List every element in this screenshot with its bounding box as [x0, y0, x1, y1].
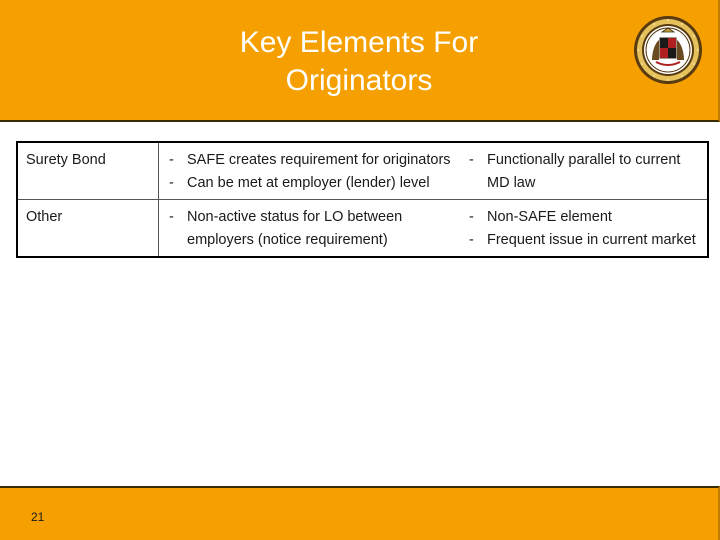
list-item: - SAFE creates requirement for originators	[167, 149, 451, 172]
page-number: 21	[31, 510, 45, 524]
table-row	[17, 142, 708, 200]
safe-points-list	[167, 149, 451, 195]
slide-title-line-2: Originators	[285, 64, 433, 97]
slide-title	[0, 24, 718, 100]
list-item: - Frequent issue in current market	[467, 229, 699, 252]
safe-points-cell	[159, 142, 460, 200]
notes-list	[467, 206, 699, 252]
slide-header	[0, 0, 720, 122]
table-row	[17, 200, 708, 258]
notes-cell	[459, 142, 708, 200]
row-label: Other	[17, 200, 159, 258]
state-seal-icon	[632, 14, 704, 86]
safe-points-list	[167, 206, 451, 252]
list-item: - Functionally parallel to current MD law	[467, 149, 699, 195]
slide-title-line-1: Key Elements For	[239, 26, 479, 59]
key-elements-table	[16, 141, 709, 258]
row-label: Surety Bond	[17, 142, 159, 200]
safe-points-cell	[159, 200, 460, 258]
notes-cell	[459, 200, 708, 258]
notes-list	[467, 149, 699, 195]
slide-footer	[0, 486, 720, 540]
list-item: - Non-SAFE element	[467, 206, 699, 229]
list-item: - Non-active status for LO between employers (notice requirement)	[167, 206, 451, 252]
list-item: - Can be met at employer (lender) level	[167, 172, 451, 195]
